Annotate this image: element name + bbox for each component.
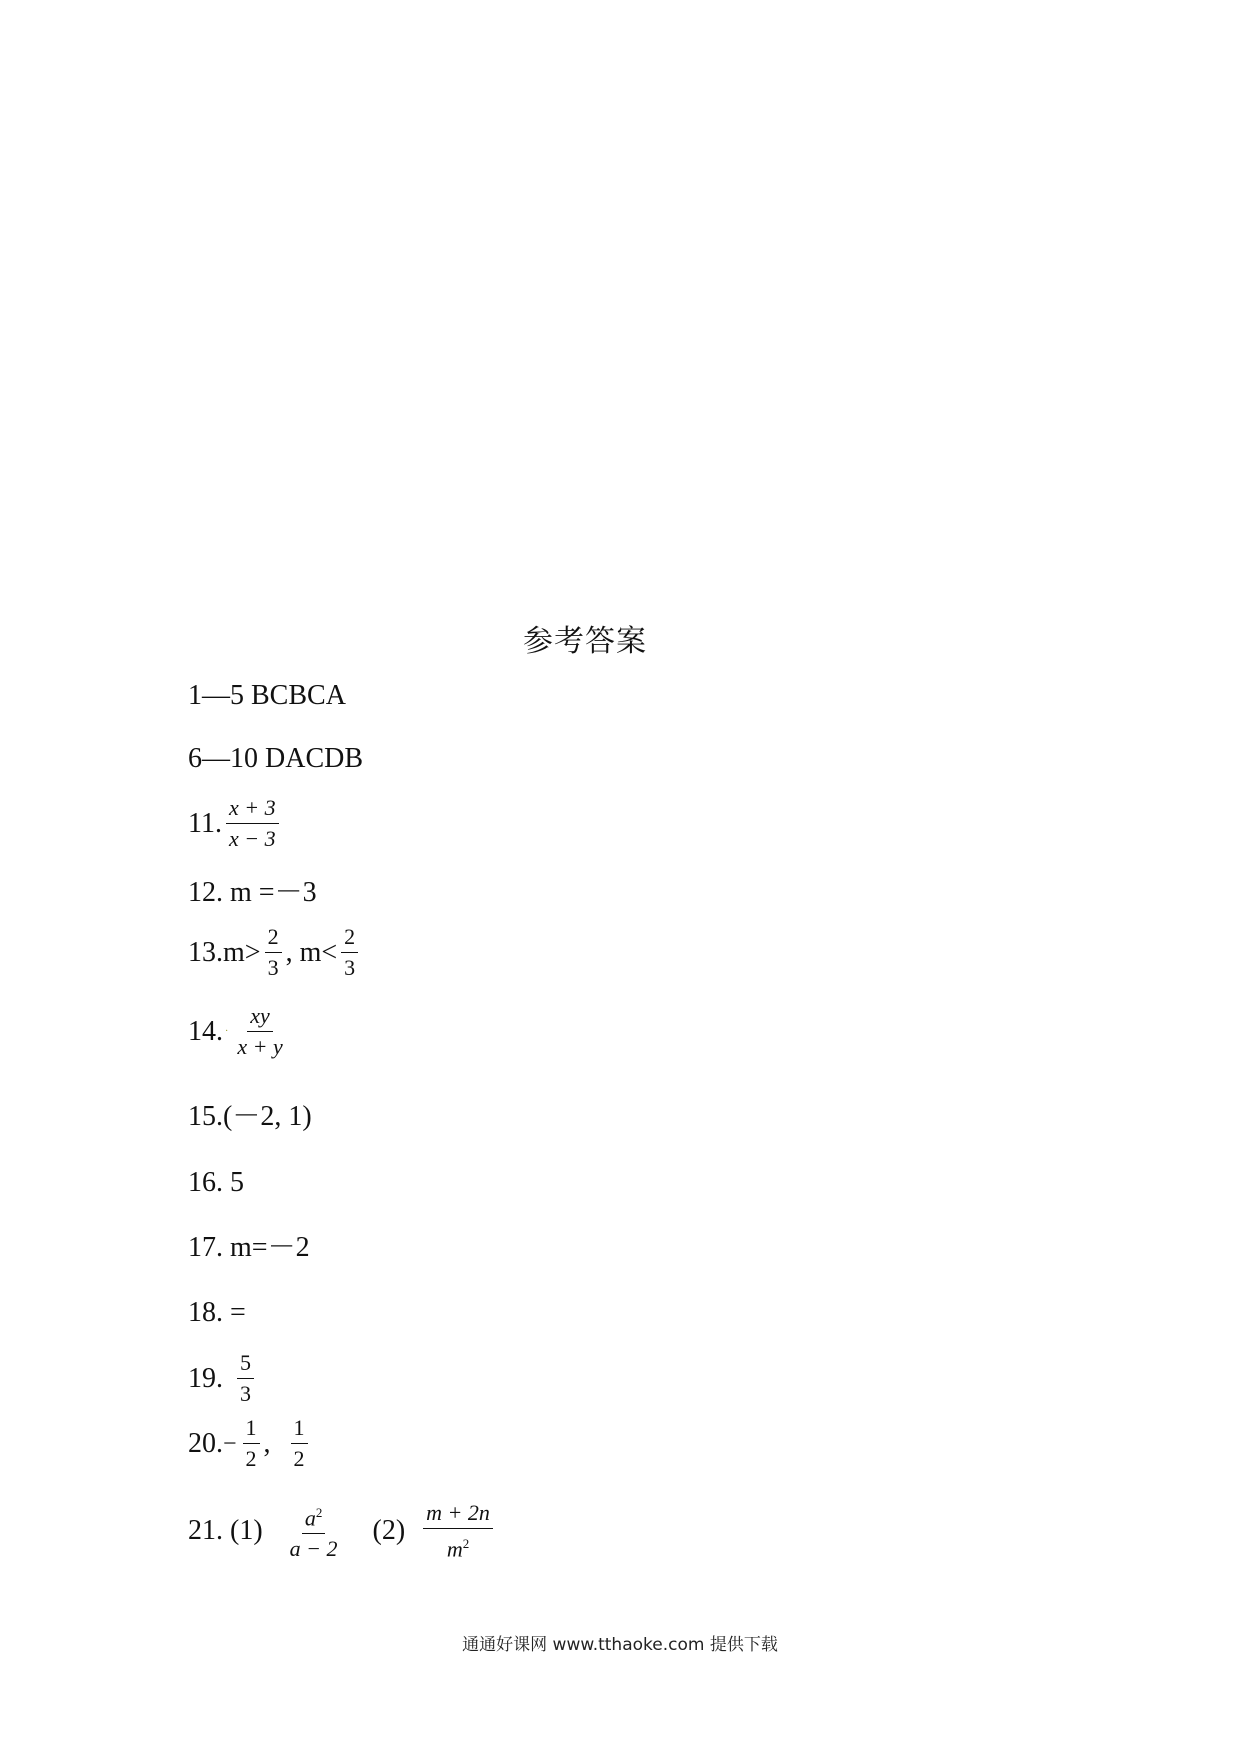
answer-20-f1-denominator: 2 (245, 1446, 257, 1471)
answer-20-fraction-1 (243, 1415, 260, 1472)
answer-21-p1-numerator-exponent: 2 (315, 1505, 323, 1520)
answer-13-fraction-2 (341, 924, 358, 981)
answer-20-f2-denominator: 2 (293, 1446, 305, 1471)
answer-21-p2-denominator (444, 1529, 472, 1562)
answer-14-fraction (234, 1003, 285, 1060)
page-footer: 通通好课网 www.tthaoke.com 提供下载 (462, 1635, 778, 1655)
answer-13 (188, 924, 362, 981)
answer-18: 18. = (188, 1297, 246, 1328)
answer-21 (188, 1500, 497, 1562)
answer-20 (188, 1415, 312, 1472)
answer-14 (188, 1003, 290, 1060)
answer-6-10: 6—10 DACDB (188, 743, 364, 774)
answer-20-separator: , (263, 1427, 271, 1459)
answer-11-numerator: x + 3 (226, 795, 279, 824)
answer-21-p2-denominator-exponent: 2 (462, 1536, 470, 1551)
answer-11-fraction (226, 795, 279, 852)
page-title: 参考答案 (523, 624, 647, 659)
answer-19-fraction (237, 1350, 254, 1407)
answer-1-5: 1—5 BCBCA (188, 680, 346, 711)
answer-15: 15.(－2, 1) (188, 1101, 312, 1132)
answer-11-denominator: x − 3 (228, 826, 276, 851)
answer-13-fraction-1 (265, 924, 282, 981)
answer-11-label: 11. (188, 807, 222, 839)
answer-21-p1-denominator: a − 2 (289, 1536, 338, 1562)
answer-21-p1-numerator-base: a (304, 1505, 316, 1531)
answer-17: 17. m=－2 (188, 1232, 310, 1263)
answer-21-part2-label: (2) (372, 1515, 406, 1547)
answer-20-sign: − (223, 1430, 237, 1457)
answer-20-label: 20. (188, 1427, 223, 1459)
answer-20-f1-numerator: 1 (243, 1415, 260, 1444)
answer-21-p1-numerator (302, 1500, 326, 1534)
answer-21-part2-fraction (423, 1500, 493, 1562)
answer-21-label: 21. (1) (188, 1515, 263, 1547)
answer-12: 12. m =－3 (188, 877, 317, 908)
answer-21-part1-fraction (287, 1500, 341, 1562)
answer-20-f2-numerator: 1 (291, 1415, 308, 1444)
answer-21-p2-denominator-base: m (446, 1536, 463, 1562)
answer-16: 16. 5 (188, 1167, 244, 1198)
answer-19-denominator: 3 (240, 1381, 251, 1406)
answer-11 (188, 795, 283, 852)
answer-13-f1-denominator: 3 (267, 955, 279, 980)
answer-19 (188, 1350, 258, 1407)
answer-13-middle: , m< (285, 936, 338, 968)
answer-14-numerator: xy (247, 1003, 273, 1032)
answer-19-numerator: 5 (237, 1350, 254, 1379)
answer-14-denominator: x + y (237, 1034, 283, 1059)
answer-21-p2-numerator: m + 2n (423, 1500, 493, 1529)
answer-13-f2-denominator: 3 (344, 955, 356, 980)
answer-13-label: 13.m> (188, 936, 261, 968)
answer-13-f1-numerator: 2 (265, 924, 282, 953)
answer-19-label: 19. (188, 1362, 223, 1394)
answer-14-label: 14. (188, 1015, 223, 1047)
answer-13-f2-numerator: 2 (341, 924, 358, 953)
stray-mark: · (225, 1025, 229, 1037)
answer-20-fraction-2 (291, 1415, 308, 1472)
